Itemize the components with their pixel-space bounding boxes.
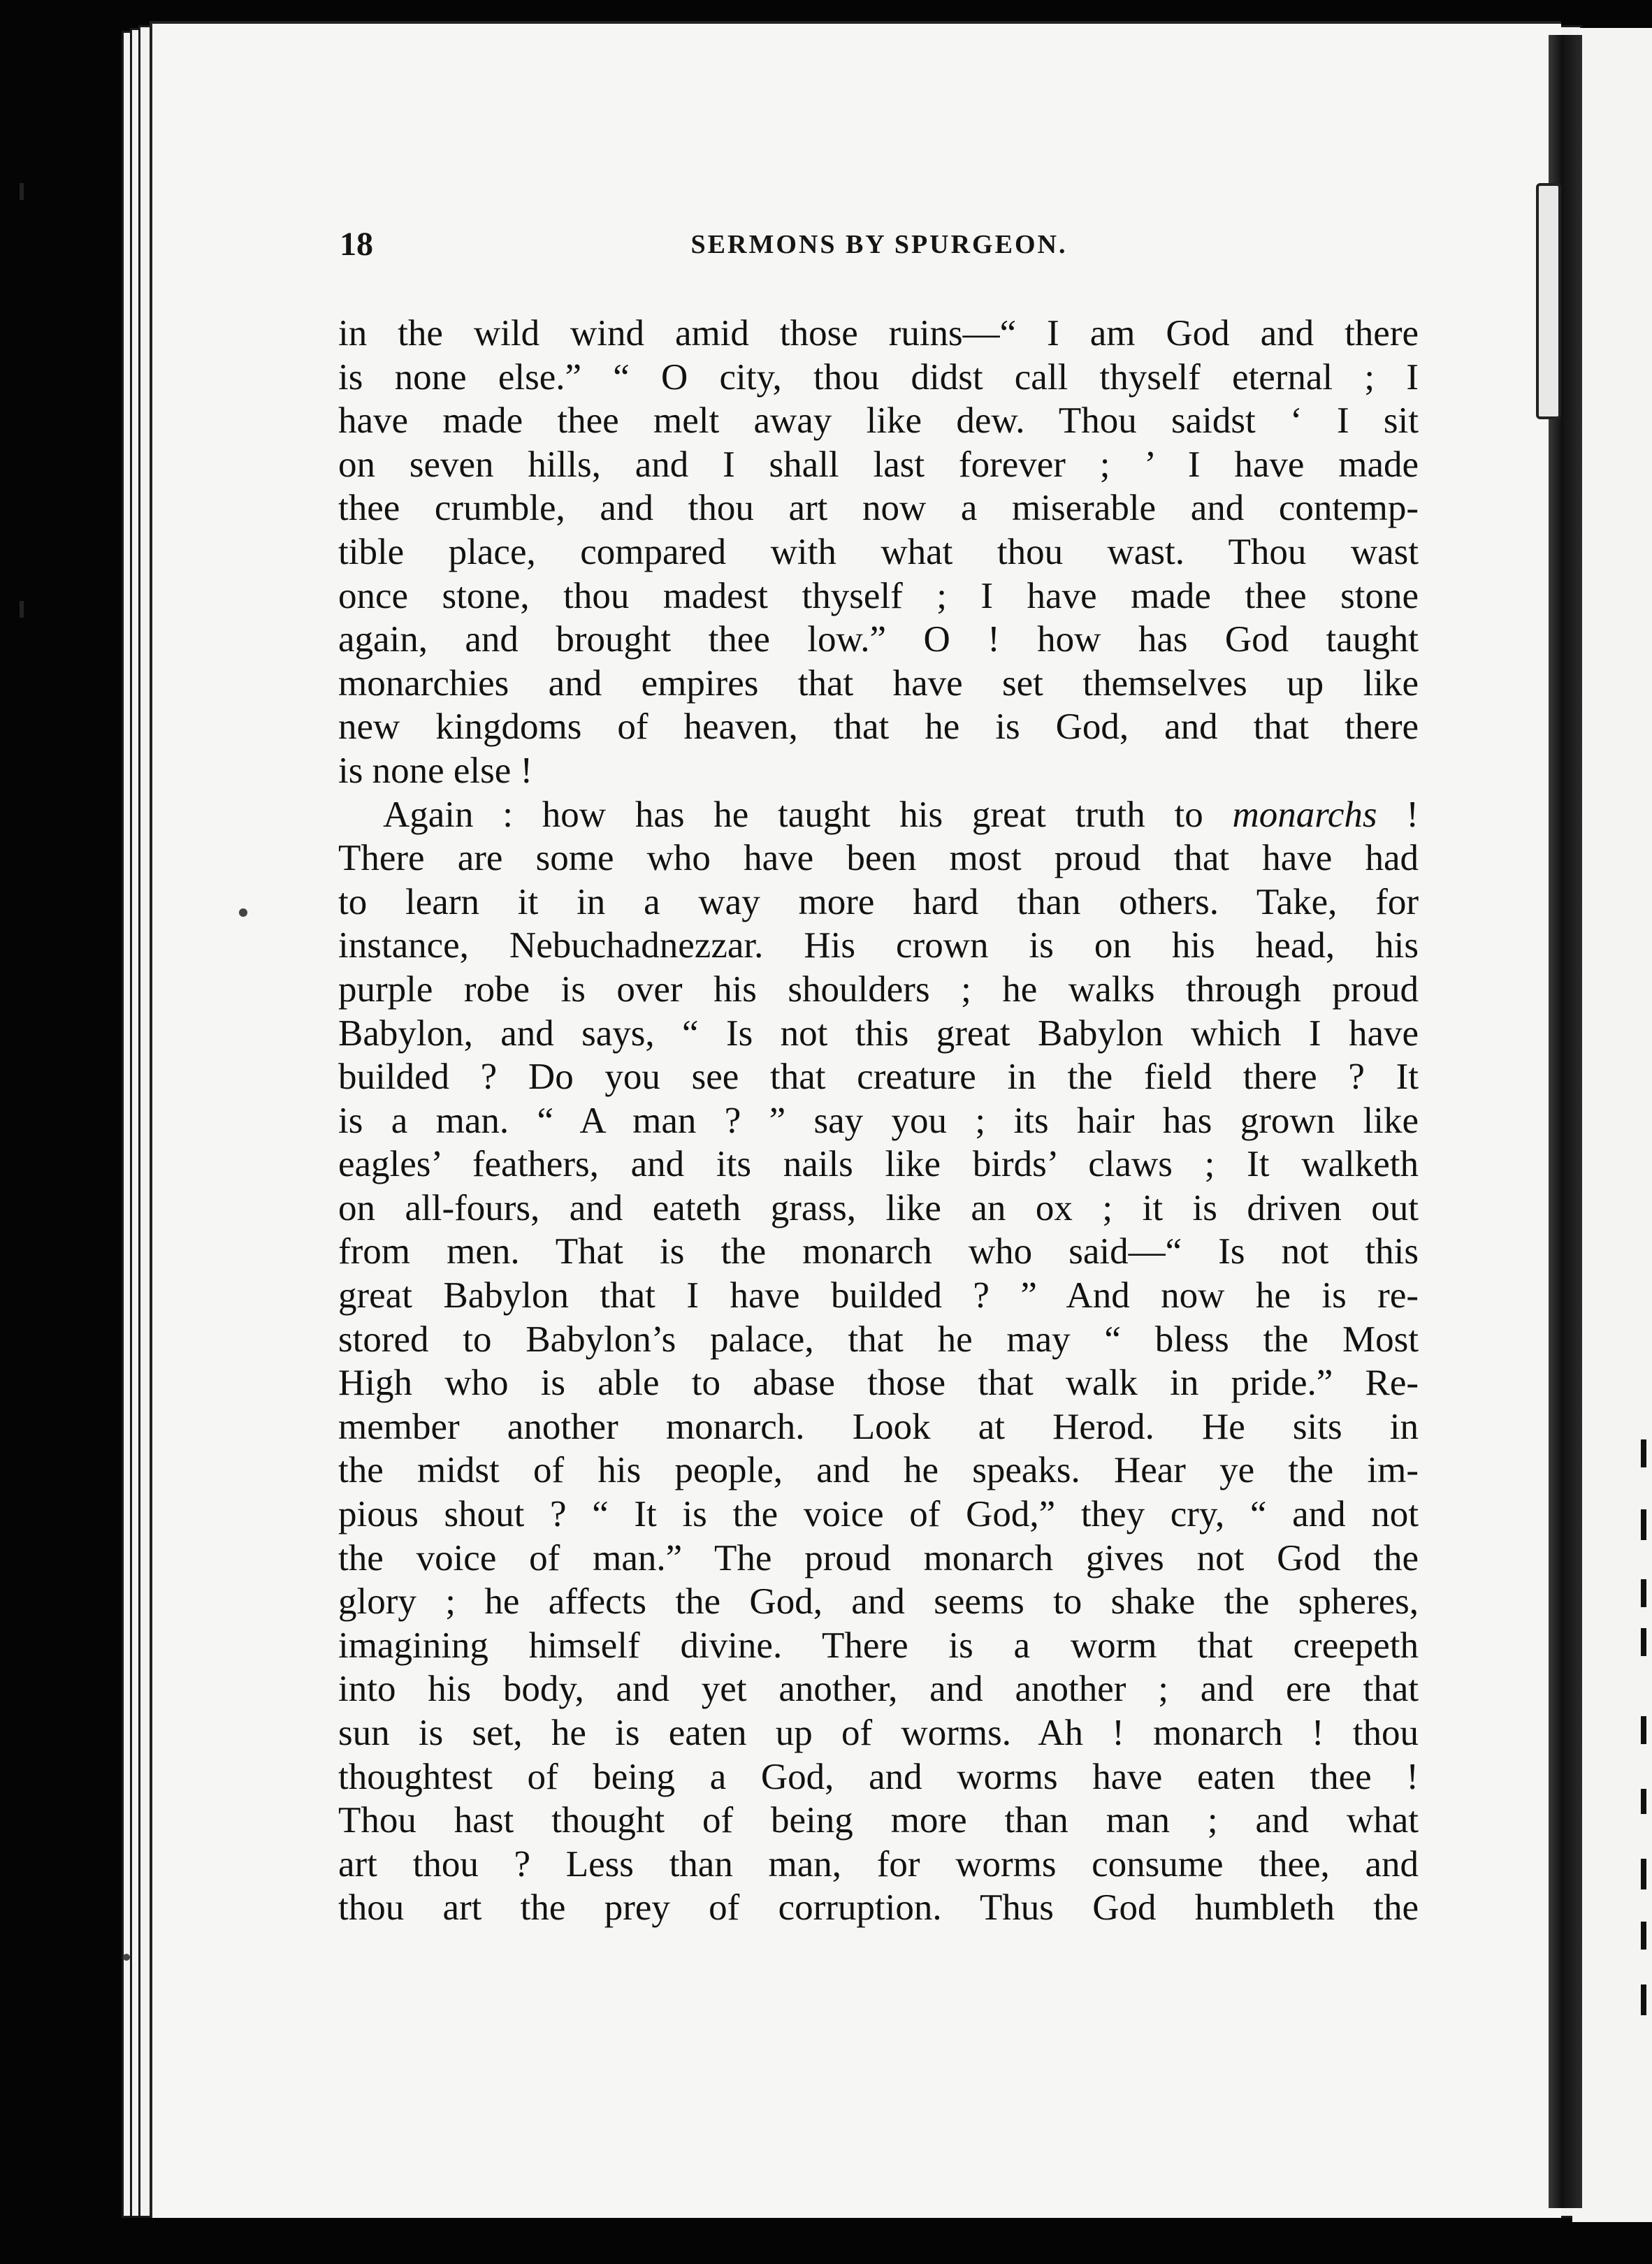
text-line: thoughtest of being a God, and worms have eaten thee ! xyxy=(338,1756,1419,1797)
text-line: member another monarch. Look at Herod. He sits in xyxy=(338,1406,1419,1447)
text-line: is a man. “ A man ? ” say you ; its hair has grown like xyxy=(338,1100,1419,1141)
opposite-page xyxy=(1572,28,1652,2222)
text-line: thou art the prey of corruption. Thus God humbleth the xyxy=(338,1887,1419,1929)
text-segment: Again : how has he taught his great truth to xyxy=(383,794,1233,835)
text-line: sun is set, he is eaten up of worms. Ah ! monarch ! thou xyxy=(338,1713,1419,1753)
text-line: once stone, thou madest thyself ; I have made thee stone xyxy=(338,575,1419,616)
text-line: new kingdoms of heaven, that he is God, and that there xyxy=(338,706,1419,748)
text-line: purple robe is over his shoulders ; he walks through proud xyxy=(338,968,1419,1010)
text-line: tible place, compared with what thou wast. Thou wast xyxy=(338,531,1419,572)
text-line: eagles’ feathers, and its nails like birds’ claws ; It walketh xyxy=(338,1144,1419,1185)
text-line: on seven hills, and I shall last forever ; ’ I have made xyxy=(338,444,1419,485)
text-line: into his body, and yet another, and another ; and ere that xyxy=(338,1669,1419,1710)
text-line: Babylon, and says, “ Is not this great Babylon which I have xyxy=(338,1013,1419,1054)
text-line: Thou hast thought of being more than man ; and what xyxy=(338,1800,1419,1841)
text-line: have made thee melt away like dew. Thou saidst ‘ I sit xyxy=(338,400,1419,442)
scan-mark xyxy=(20,601,24,618)
text-line: great Babylon that I have builded ? ” And now he is re- xyxy=(338,1275,1419,1316)
text-line: thee crumble, and thou art now a miserable and contemp- xyxy=(338,488,1419,529)
text-line: glory ; he affects the God, and seems to shake the spheres, xyxy=(338,1581,1419,1623)
text-line: again, and brought thee low.” O ! how has God taught xyxy=(338,619,1419,660)
text-line: is none else.” “ O city, thou didst call thyself eternal ; I xyxy=(338,356,1419,398)
italic-word: monarchs xyxy=(1232,794,1377,835)
text-line: art thou ? Less than man, for worms consume thee, and xyxy=(338,1843,1419,1885)
text-line: the voice of man.” The proud monarch gives not God the xyxy=(338,1537,1419,1579)
text-line: instance, Nebuchadnezzar. His crown is on his head, his xyxy=(338,925,1419,966)
text-line: monarchies and empires that have set themselves up like xyxy=(338,662,1419,704)
text-line: to learn it in a way more hard than others. Take, for xyxy=(338,881,1419,922)
text-line: There are some who have been most proud that have had xyxy=(338,838,1419,879)
page-speck xyxy=(239,908,247,917)
text-line: builded ? Do you see that creature in the field there ? It xyxy=(338,1057,1419,1098)
text-line: the midst of his people, and he speaks. Hear ye the im- xyxy=(338,1450,1419,1491)
text-line: imagining himself divine. There is a worm that creepeth xyxy=(338,1625,1419,1666)
scan-mark xyxy=(20,183,24,200)
running-head: SERMONS BY SPURGEON. xyxy=(690,230,1068,259)
text-line: on all-fours, and eateth grass, like an ox ; it is driven out xyxy=(338,1187,1419,1228)
text-line: High who is able to abase those that walk in pride.” Re- xyxy=(338,1363,1419,1404)
page-speck xyxy=(123,1954,130,1961)
binding-clip xyxy=(1536,183,1561,419)
text-line-with-italic xyxy=(338,793,1419,837)
text-line: pious shout ? “ It is the voice of God,” they cry, “ and not xyxy=(338,1494,1419,1535)
text-line: is none else ! xyxy=(338,750,533,791)
page-header xyxy=(340,225,1419,267)
text-line: from men. That is the monarch who said—“ Is not this xyxy=(338,1231,1419,1272)
page-number: 18 xyxy=(340,226,373,263)
text-line: in the wild wind amid those ruins—“ I am God and there xyxy=(338,313,1419,354)
body-text xyxy=(338,312,1419,1930)
text-segment: ! xyxy=(1377,794,1419,835)
text-line: stored to Babylon’s palace, that he may “ bless the Most xyxy=(338,1319,1419,1360)
